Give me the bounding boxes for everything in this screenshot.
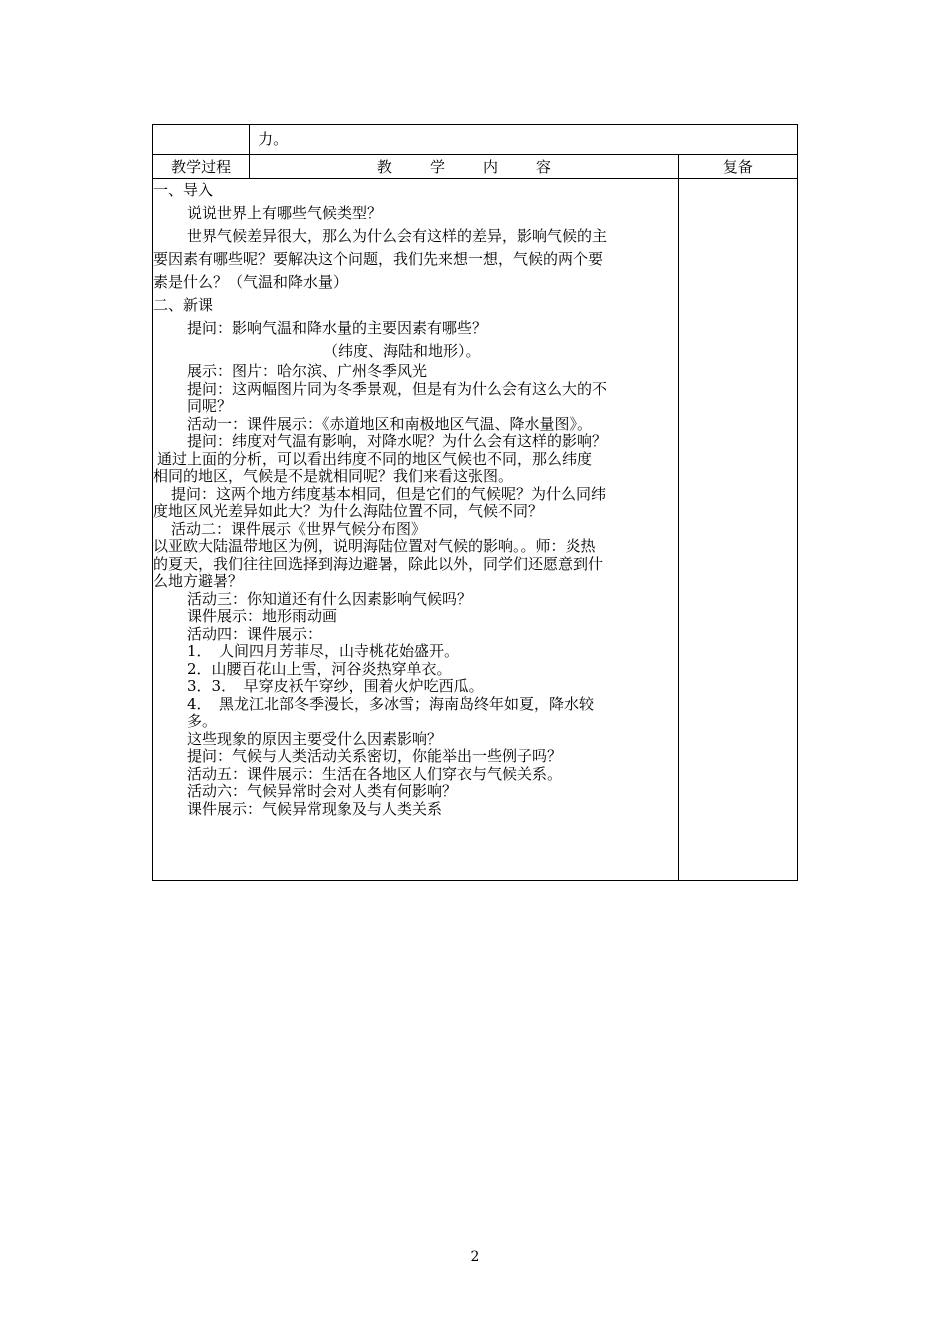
text-line: 提问：这两幅图片同为冬季景观，但是有为什么会有这么大的不 — [187, 379, 608, 398]
text-line: 提问：气候与人类活动关系密切，你能举出一些例子吗？ — [187, 747, 563, 765]
text-line: 的夏天，我们往往回选择到海边避暑，除此以外，同学们还愿意到什 — [153, 554, 604, 573]
continuation-text: 力。 — [250, 125, 798, 155]
text-line: 活动四：课件展示： — [187, 624, 323, 643]
text-line: 活动六：气候异常时会对人类有何影响？ — [187, 782, 458, 800]
text-line: 活动一：课件展示：《赤道地区和南极地区气温、降水量图》。 — [187, 414, 593, 433]
text-line: 活动二：课件展示《世界气候分布图》 — [171, 519, 427, 538]
text-line: 同呢？ — [187, 397, 233, 415]
text-line: 提问：纬度对气温有影响，对降水呢？为什么会有这样的影响？ — [187, 432, 608, 450]
text-line: 多。 — [187, 712, 218, 730]
text-line: 展示：图片：哈尔滨、广州冬季风光 — [187, 362, 428, 380]
text-line: 一、导入 — [153, 181, 214, 199]
header-char: 教 — [376, 158, 392, 176]
header-content — [250, 155, 679, 179]
text-line: 课件展示：气候异常现象及与人类关系 — [187, 799, 443, 818]
page-number: 2 — [470, 1249, 480, 1265]
text-line: 以亚欧大陆温带地区为例，说明海陆位置对气候的影响。。师：炎热 — [153, 537, 596, 555]
text-line: 度地区风光差异如此大？为什么海陆位置不同，气候不同？ — [153, 502, 544, 520]
text-line: 素是什么？（气温和降水量） — [153, 273, 349, 291]
text-line: 说说世界上有哪些气候类型？ — [187, 204, 383, 222]
text-line: 要因素有哪些呢？要解决这个问题，我们先来想一想，气候的两个要 — [153, 250, 604, 268]
text-line: 提问：这两个地方纬度基本相同，但是它们的气候呢？为什么同纬 — [171, 484, 607, 503]
text-line: 课件展示：地形雨动画 — [187, 607, 338, 625]
review-cell — [678, 179, 797, 881]
text-line: 二、新课 — [153, 296, 214, 314]
lesson-content — [153, 179, 679, 881]
text-line: 通过上面的分析，可以看出纬度不同的地区气候也不同，那么纬度 — [157, 449, 593, 468]
label-cell — [153, 125, 250, 155]
text-line: 2．山腰百花山上雪，河谷炎热穿单衣。 — [187, 659, 452, 678]
text-line: 世界气候差异很大，那么为什么会有这样的差异，影响气候的主 — [187, 227, 608, 245]
text-line: 活动五：课件展示：生活在各地区人们穿衣与气候关系。 — [187, 764, 563, 783]
body-row — [153, 179, 798, 881]
text-line: 活动三：你知道还有什么因素影响气候吗？ — [187, 589, 473, 608]
text-line: 相同的地区，气候是不是就相同呢？我们来看这张图。 — [153, 467, 514, 485]
text-line: 这些现象的原因主要受什么因素影响？ — [187, 729, 443, 748]
text-line: 么地方避暑？ — [153, 572, 244, 590]
text-line: 3．3． 早穿皮袄午穿纱，围着火炉吃西瓜。 — [187, 677, 484, 695]
lesson-table — [152, 124, 798, 881]
header-review: 复备 — [678, 155, 797, 179]
header-char: 内 — [482, 158, 498, 176]
continuation-row — [153, 125, 798, 155]
text-line: 提问：影响气温和降水量的主要因素有哪些？ — [187, 319, 488, 337]
header-process: 教学过程 — [153, 155, 250, 179]
header-char: 学 — [429, 158, 445, 176]
text-line: 1． 人间四月芳菲尽，山寺桃花始盛开。 — [187, 642, 460, 660]
header-row — [153, 155, 798, 179]
text-line: （纬度、海陆和地形）。 — [323, 342, 481, 360]
header-char: 容 — [535, 158, 551, 176]
text-line: 4． 黑龙江北部冬季漫长，多冰雪；海南岛终年如夏，降水较 — [187, 694, 595, 713]
